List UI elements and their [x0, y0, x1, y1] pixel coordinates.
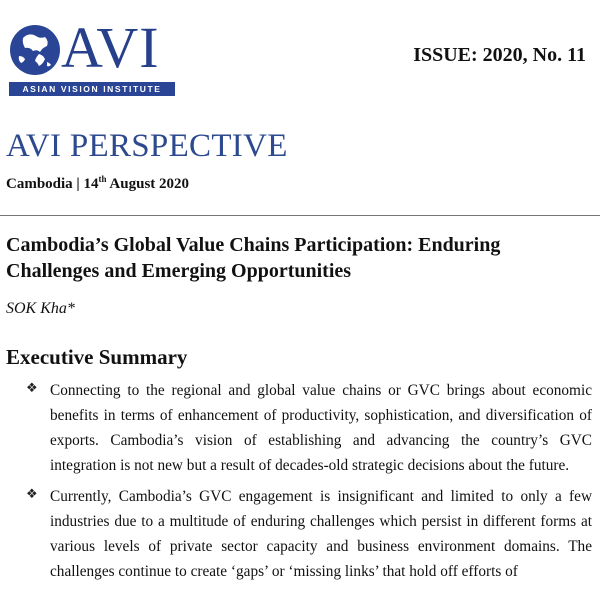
bullet-text: Currently, Cambodia’s GVC engagement is insignificant and limited to only a few industries due to a multitude of enduring challenges which persist in different forms at various levels of private sector capacity and business environment domains. The challenges continue to create ‘gaps’ or ‘missing links’ that hold off efforts of — [50, 488, 592, 580]
executive-summary-list — [0, 378, 600, 590]
article-author: SOK Kha* — [6, 300, 75, 317]
list-item — [0, 378, 600, 478]
executive-summary-heading: Executive Summary — [6, 345, 188, 369]
article-title: Cambodia’s Global Value Chains Participation: Enduring Challenges and Emerging Opportunities — [6, 234, 501, 282]
dateline-sup: th — [98, 174, 107, 184]
logo-wordmark: AVI — [61, 15, 160, 80]
dateline-prefix: Cambodia | 14 — [6, 176, 99, 192]
series-title: AVI PERSPECTIVE — [6, 128, 288, 164]
globe-icon — [9, 24, 61, 76]
dateline — [6, 174, 189, 193]
avi-logo — [9, 15, 177, 98]
bullet-text: Connecting to the regional and global value chains or GVC brings about economic benefits in terms of enhancement of productivity, sophistication, and diversification of exports. Cambodia’s vision of establishing and advancing the country’s GVC integration is not new but a result of decades-old strategic decisions about the future. — [50, 382, 592, 474]
dateline-suffix: August 2020 — [106, 176, 190, 192]
diamond-bullet-icon: ❖ — [26, 487, 38, 502]
list-item — [0, 484, 600, 584]
diamond-bullet-icon: ❖ — [26, 381, 38, 396]
header-divider — [0, 215, 600, 216]
issue-number: ISSUE: 2020, No. 11 — [413, 44, 586, 66]
logo-subtitle: ASIAN VISION INSTITUTE — [9, 82, 175, 96]
